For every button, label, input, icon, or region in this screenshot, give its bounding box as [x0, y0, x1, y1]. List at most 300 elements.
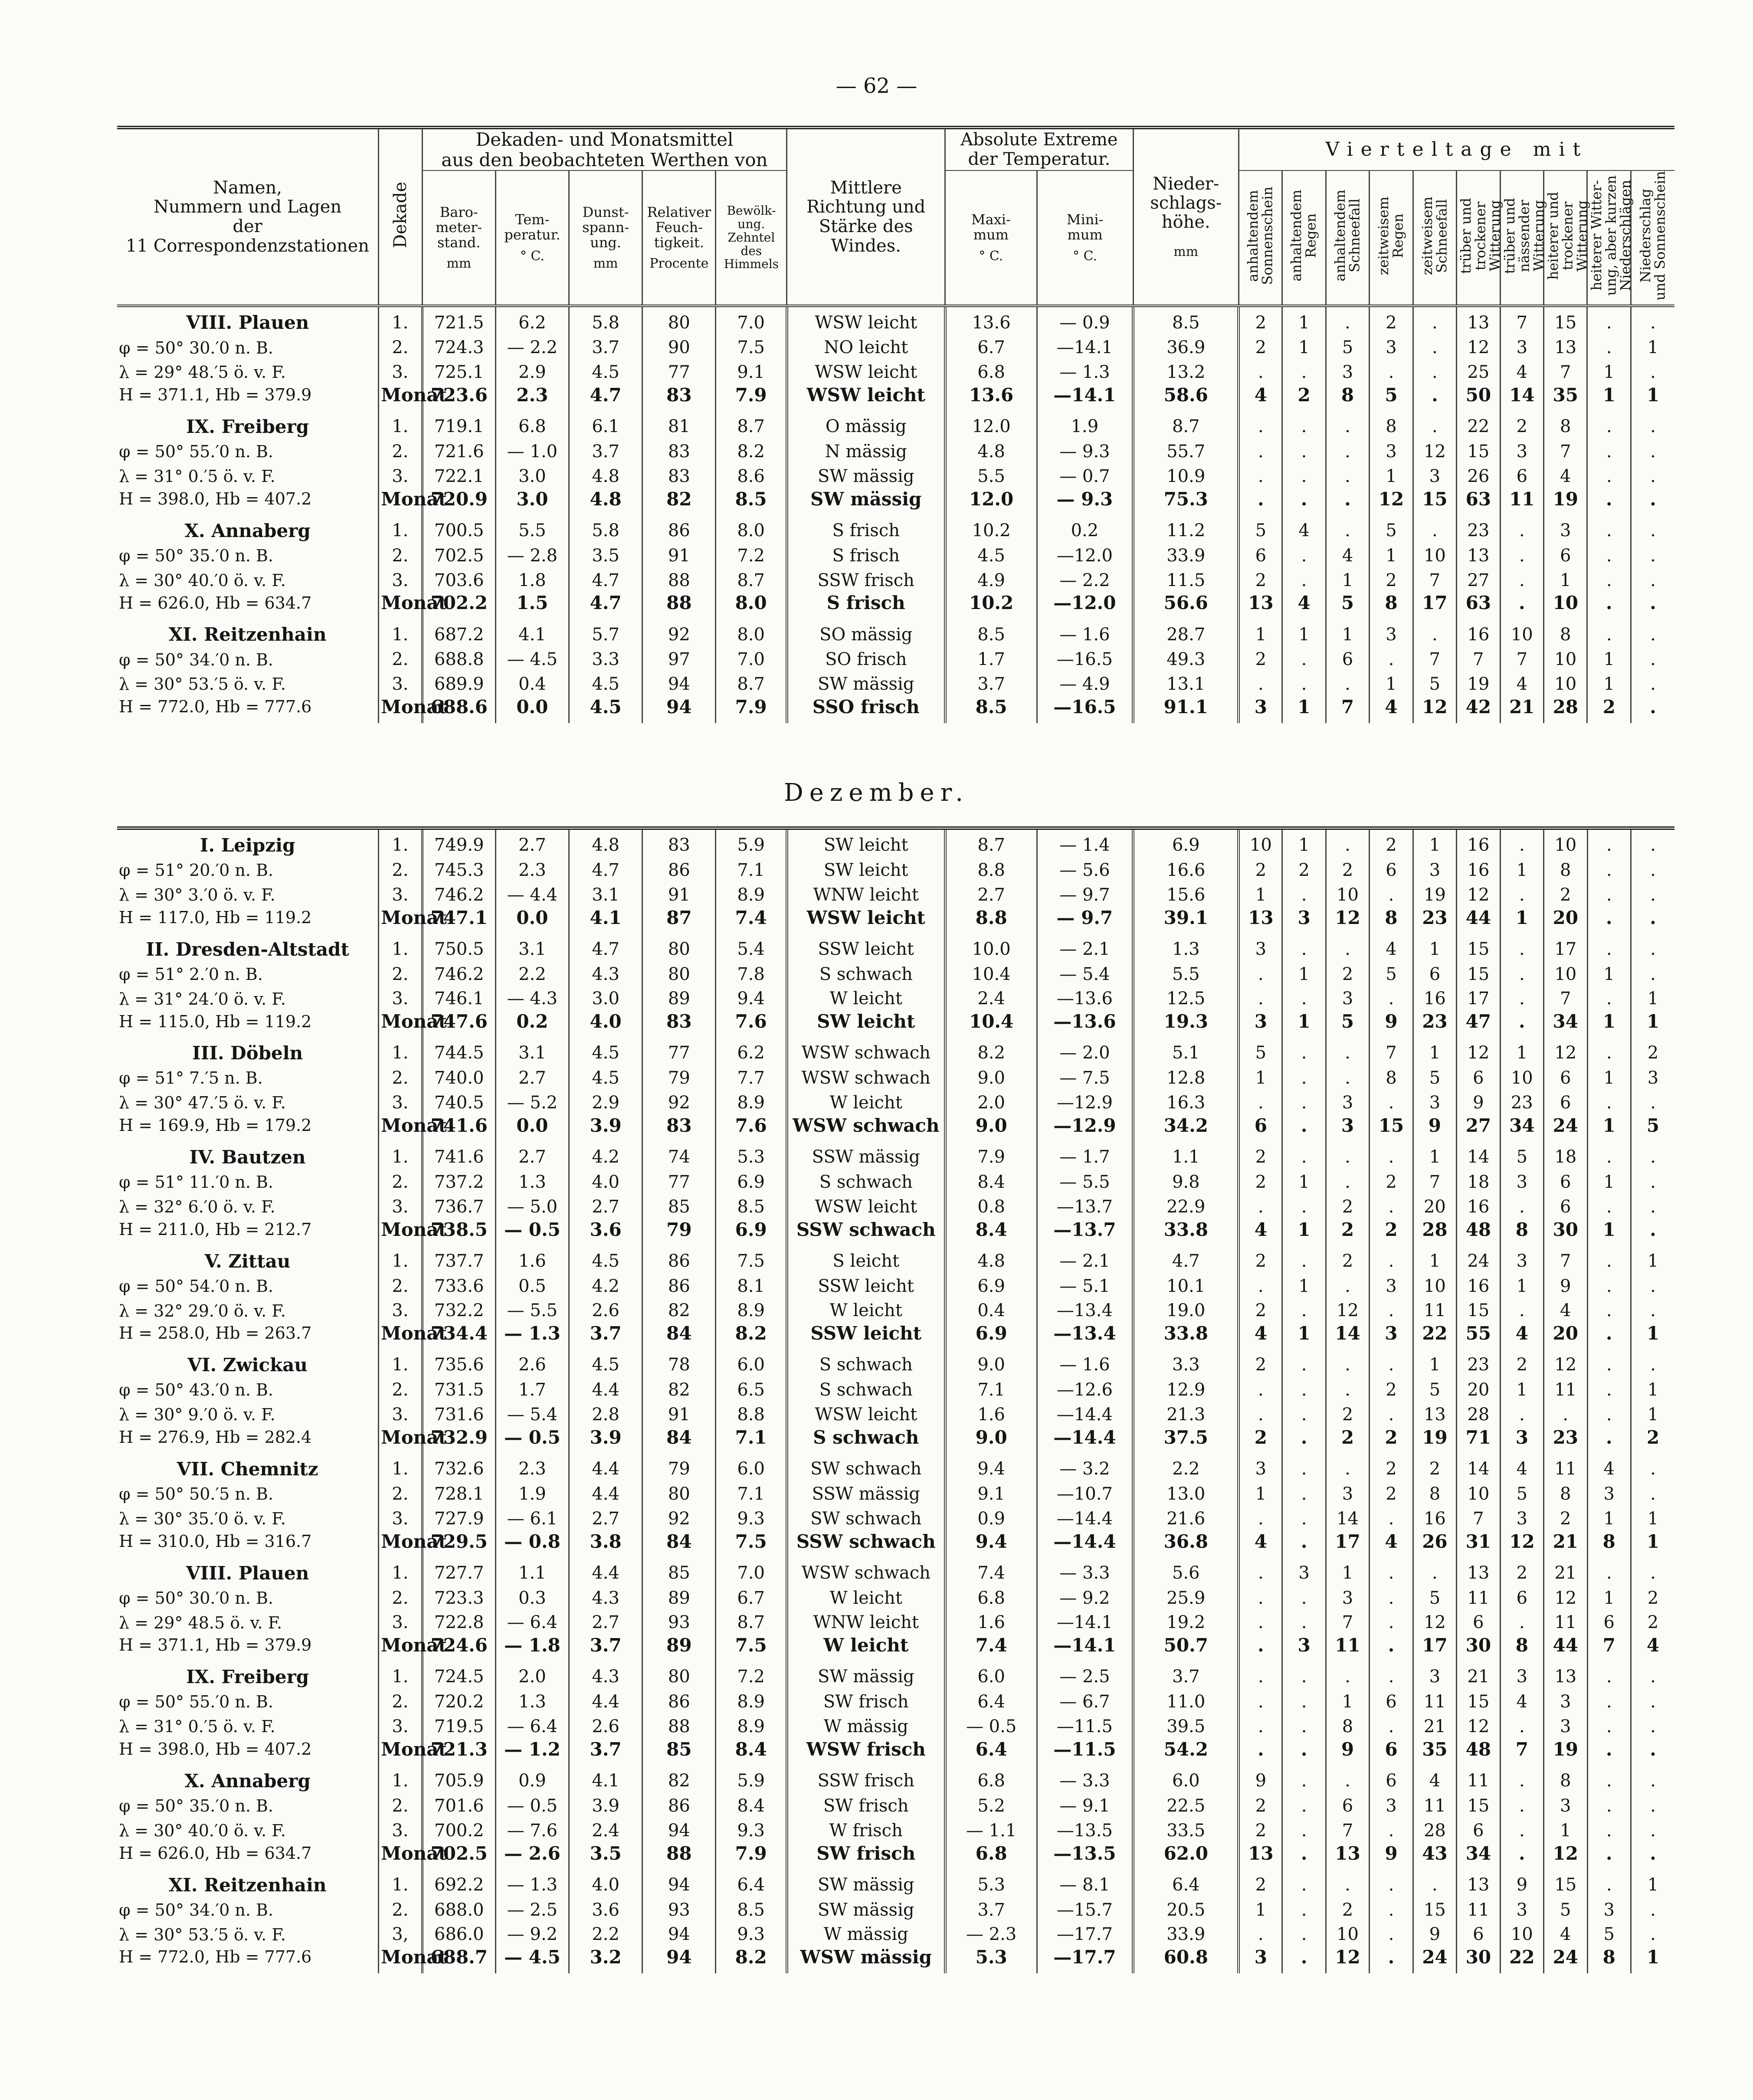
v-anh-sonnenschein-cell: .: [1239, 1661, 1282, 1687]
feuchtigkeit-cell: 80: [642, 934, 716, 960]
station-coordinate: H = 371.1, Hb = 379.9: [119, 1635, 312, 1655]
minimum-cell: —12.6: [1037, 1375, 1133, 1400]
v-heiter-trocken-cell: 8: [1544, 1479, 1587, 1504]
v-zeitw-schneefall-cell: .: [1413, 382, 1456, 411]
minimum-cell: — 2.2: [1037, 566, 1133, 590]
maximum-cell: 6.8: [945, 357, 1037, 382]
v-nieders-sonnenschein-cell: .: [1631, 411, 1674, 437]
v-heiter-trocken-cell: 3: [1544, 515, 1587, 541]
station-name: VIII. Plauen: [186, 1562, 309, 1584]
station-info-cell: [117, 1271, 379, 1296]
station-info-cell: [117, 462, 379, 486]
niederschlag-cell: 56.6: [1133, 590, 1239, 619]
bewoelkung-cell: 8.0: [716, 590, 787, 619]
v-anh-sonnenschein-cell: .: [1239, 960, 1282, 984]
header-vcol-10: [1631, 170, 1674, 306]
v-zeitw-regen-cell: 3: [1370, 333, 1413, 357]
dekade-cell: 1.: [379, 1246, 422, 1271]
wind-cell: S leicht: [787, 1246, 945, 1271]
v-trueb-trocken-cell: 34: [1457, 1841, 1500, 1870]
v-heiter-trocken-cell: 10: [1544, 828, 1587, 855]
niederschlag-cell: 19.0: [1133, 1296, 1239, 1320]
dekade-cell: 2.: [379, 437, 422, 462]
v-heiter-trocken-cell: 18: [1544, 1142, 1587, 1167]
v-nieders-sonnenschein-cell: 4: [1631, 1632, 1674, 1661]
minimum-cell: —13.6: [1037, 984, 1133, 1009]
v-trueb-trocken-cell: 16: [1457, 828, 1500, 855]
v-trueb-naessend-cell: 7: [1500, 1736, 1543, 1766]
v-zeitw-regen-cell: 8: [1370, 411, 1413, 437]
dekade-cell: 2.: [379, 1583, 422, 1608]
feuchtigkeit-cell: 93: [642, 1895, 716, 1920]
dunstspannung-cell: 5.8: [569, 306, 642, 333]
v-anh-sonnenschein-cell: 2: [1239, 855, 1282, 880]
feuchtigkeit-cell: 80: [642, 306, 716, 333]
barometer-cell: 722.1: [422, 462, 495, 486]
v-heiter-trocken-cell: 20: [1544, 905, 1587, 934]
wind-cell: SW frisch: [787, 1841, 945, 1870]
station-info-cell: [117, 1142, 379, 1167]
v-trueb-trocken-cell: 12: [1457, 1038, 1500, 1063]
barometer-cell: 719.5: [422, 1712, 495, 1736]
v-anh-schneefall-cell: .: [1326, 1063, 1369, 1088]
header-extreme-group: Absolute Extreme der Temperatur.: [945, 128, 1134, 170]
wind-cell: SSW schwach: [787, 1529, 945, 1558]
maximum-cell: 5.5: [945, 462, 1037, 486]
station-coordinate: H = 117.0, Hb = 119.2: [119, 907, 312, 927]
v-trueb-trocken-cell: 13: [1457, 306, 1500, 333]
v-anh-sonnenschein-cell: 2: [1239, 1142, 1282, 1167]
v-anh-regen-cell: 1: [1282, 694, 1326, 723]
v-anh-sonnenschein-cell: 4: [1239, 1320, 1282, 1350]
maximum-cell: 3.7: [945, 669, 1037, 694]
v-trueb-naessend-cell: 3: [1500, 333, 1543, 357]
v-nieders-sonnenschein-cell: .: [1631, 905, 1674, 934]
v-heiter-kurz-nieders-cell: 1: [1587, 1009, 1631, 1038]
station-dekade-row: [117, 1687, 1674, 1712]
v-heiter-trocken-cell: 6: [1544, 1192, 1587, 1217]
header-vcol-label: zeitweisem Schneefall: [1419, 196, 1450, 275]
station-month-row: [117, 694, 1674, 723]
v-anh-schneefall-cell: 9: [1326, 1736, 1369, 1766]
v-nieders-sonnenschein-cell: .: [1631, 1192, 1674, 1217]
v-trueb-trocken-cell: 16: [1457, 1192, 1500, 1217]
v-trueb-trocken-cell: 23: [1457, 515, 1500, 541]
temperatur-cell: 0.5: [495, 1271, 569, 1296]
v-anh-regen-cell: .: [1282, 1296, 1326, 1320]
v-trueb-naessend-cell: 12: [1500, 1529, 1543, 1558]
v-heiter-kurz-nieders-cell: .: [1587, 1320, 1631, 1350]
v-zeitw-regen-cell: 6: [1370, 855, 1413, 880]
v-anh-schneefall-cell: 10: [1326, 1920, 1369, 1944]
v-heiter-kurz-nieders-cell: 4: [1587, 1454, 1631, 1479]
v-zeitw-schneefall-cell: 12: [1413, 1608, 1456, 1632]
maximum-cell: 8.8: [945, 855, 1037, 880]
barometer-cell: 740.5: [422, 1088, 495, 1113]
v-nieders-sonnenschein-cell: 1: [1631, 382, 1674, 411]
v-trueb-naessend-cell: 1: [1500, 905, 1543, 934]
v-trueb-trocken-cell: 30: [1457, 1632, 1500, 1661]
bewoelkung-cell: 8.2: [716, 1320, 787, 1350]
barometer-cell: 724.3: [422, 333, 495, 357]
station-name: III. Döbeln: [192, 1042, 303, 1064]
niederschlag-cell: 39.5: [1133, 1712, 1239, 1736]
v-anh-schneefall-cell: 13: [1326, 1841, 1369, 1870]
station-dekade-row: [117, 1063, 1674, 1088]
dunstspannung-cell: 4.8: [569, 486, 642, 515]
feuchtigkeit-cell: 86: [642, 1271, 716, 1296]
v-zeitw-schneefall-cell: .: [1413, 619, 1456, 645]
temperatur-cell: 1.7: [495, 1375, 569, 1400]
feuchtigkeit-cell: 88: [642, 1712, 716, 1736]
niederschlag-cell: 15.6: [1133, 880, 1239, 905]
temperatur-cell: — 1.0: [495, 437, 569, 462]
niederschlag-cell: 10.9: [1133, 462, 1239, 486]
v-trueb-trocken-cell: 16: [1457, 1271, 1500, 1296]
v-heiter-kurz-nieders-cell: .: [1587, 1296, 1631, 1320]
v-anh-regen-cell: .: [1282, 1038, 1326, 1063]
maximum-cell: 6.0: [945, 1661, 1037, 1687]
v-trueb-naessend-cell: 5: [1500, 1142, 1543, 1167]
bewoelkung-cell: 6.0: [716, 1454, 787, 1479]
v-zeitw-schneefall-cell: .: [1413, 1558, 1456, 1583]
bewoelkung-cell: 5.9: [716, 1766, 787, 1791]
header-barometer-unit: mm: [446, 256, 472, 272]
dunstspannung-cell: 4.7: [569, 855, 642, 880]
dunstspannung-cell: 3.7: [569, 437, 642, 462]
feuchtigkeit-cell: 91: [642, 1400, 716, 1425]
v-zeitw-regen-cell: 9: [1370, 1841, 1413, 1870]
v-zeitw-regen-cell: 4: [1370, 694, 1413, 723]
v-trueb-naessend-cell: 3: [1500, 1504, 1543, 1529]
niederschlag-cell: 36.8: [1133, 1529, 1239, 1558]
bewoelkung-cell: 8.0: [716, 619, 787, 645]
niederschlag-cell: 33.5: [1133, 1816, 1239, 1841]
v-anh-regen-cell: .: [1282, 1063, 1326, 1088]
bewoelkung-cell: 8.5: [716, 486, 787, 515]
barometer-cell: 746.2: [422, 960, 495, 984]
temperatur-cell: — 0.5: [495, 1425, 569, 1454]
v-heiter-kurz-nieders-cell: 1: [1587, 645, 1631, 669]
dekade-cell: 3.: [379, 1088, 422, 1113]
feuchtigkeit-cell: 89: [642, 1583, 716, 1608]
dunstspannung-cell: 4.4: [569, 1454, 642, 1479]
v-trueb-trocken-cell: 6: [1457, 1063, 1500, 1088]
bewoelkung-cell: 6.0: [716, 1350, 787, 1375]
dekade-cell: 2.: [379, 541, 422, 566]
v-trueb-trocken-cell: 13: [1457, 541, 1500, 566]
v-zeitw-regen-cell: 2: [1370, 306, 1413, 333]
bewoelkung-cell: 8.1: [716, 1271, 787, 1296]
v-nieders-sonnenschein-cell: .: [1631, 619, 1674, 645]
feuchtigkeit-cell: 89: [642, 1632, 716, 1661]
dunstspannung-cell: 4.5: [569, 1350, 642, 1375]
v-anh-regen-cell: 1: [1282, 1217, 1326, 1246]
station-coordinate: λ = 31° 0.′5 ö. v. F.: [119, 467, 275, 486]
station-info-cell: [117, 669, 379, 694]
maximum-cell: 8.4: [945, 1217, 1037, 1246]
barometer-cell: 728.1: [422, 1479, 495, 1504]
v-zeitw-regen-cell: 2: [1370, 828, 1413, 855]
barometer-cell: 702.5: [422, 1841, 495, 1870]
v-trueb-naessend-cell: 14: [1500, 382, 1543, 411]
header-dunstspannung-unit: mm: [593, 256, 618, 272]
maximum-cell: 8.7: [945, 828, 1037, 855]
station-coordinate: H = 772.0, Hb = 777.6: [119, 697, 312, 717]
station-name: V. Zittau: [204, 1250, 291, 1272]
v-anh-regen-cell: .: [1282, 1246, 1326, 1271]
v-anh-schneefall-cell: 3: [1326, 357, 1369, 382]
v-heiter-trocken-cell: 28: [1544, 694, 1587, 723]
temperatur-cell: — 1.3: [495, 1870, 569, 1895]
temperatur-cell: 0.0: [495, 905, 569, 934]
v-anh-regen-cell: 1: [1282, 828, 1326, 855]
temperatur-cell: 1.1: [495, 1558, 569, 1583]
v-anh-regen-cell: .: [1282, 486, 1326, 515]
niederschlag-cell: 1.3: [1133, 934, 1239, 960]
station-coordinate: λ = 30° 53.′5 ö. v. F.: [119, 1925, 286, 1944]
dekade-cell: 1.: [379, 1558, 422, 1583]
dunstspannung-cell: 3.7: [569, 1632, 642, 1661]
v-anh-schneefall-cell: .: [1326, 306, 1369, 333]
maximum-cell: 10.2: [945, 515, 1037, 541]
minimum-cell: — 5.1: [1037, 1271, 1133, 1296]
v-anh-regen-cell: .: [1282, 645, 1326, 669]
v-zeitw-regen-cell: 3: [1370, 619, 1413, 645]
bewoelkung-cell: 8.8: [716, 1400, 787, 1425]
dekade-cell: 3.: [379, 357, 422, 382]
v-trueb-naessend-cell: 11: [1500, 486, 1543, 515]
bewoelkung-cell: 7.7: [716, 1063, 787, 1088]
wind-cell: W leicht: [787, 1088, 945, 1113]
v-trueb-naessend-cell: 34: [1500, 1113, 1543, 1142]
v-trueb-trocken-cell: 15: [1457, 934, 1500, 960]
barometer-cell: 688.0: [422, 1895, 495, 1920]
niederschlag-cell: 5.5: [1133, 960, 1239, 984]
station-dekade-row: [117, 934, 1674, 960]
v-trueb-trocken-cell: 6: [1457, 1920, 1500, 1944]
barometer-cell: 744.5: [422, 1038, 495, 1063]
v-anh-schneefall-cell: 11: [1326, 1632, 1369, 1661]
station-info-cell: [117, 486, 379, 515]
niederschlag-cell: 12.8: [1133, 1063, 1239, 1088]
minimum-cell: —13.6: [1037, 1009, 1133, 1038]
v-trueb-trocken-cell: 11: [1457, 1895, 1500, 1920]
v-trueb-naessend-cell: 4: [1500, 1454, 1543, 1479]
station-name: XI. Reitzenhain: [168, 1874, 327, 1896]
v-anh-regen-cell: .: [1282, 1454, 1326, 1479]
maximum-cell: 4.5: [945, 541, 1037, 566]
minimum-cell: — 9.2: [1037, 1583, 1133, 1608]
v-trueb-naessend-cell: 1: [1500, 855, 1543, 880]
wind-cell: SW leicht: [787, 1009, 945, 1038]
v-trueb-trocken-cell: 17: [1457, 984, 1500, 1009]
dunstspannung-cell: 3.8: [569, 1529, 642, 1558]
barometer-cell: 735.6: [422, 1350, 495, 1375]
v-nieders-sonnenschein-cell: .: [1631, 1142, 1674, 1167]
v-heiter-trocken-cell: 19: [1544, 1736, 1587, 1766]
v-heiter-trocken-cell: 11: [1544, 1375, 1587, 1400]
v-zeitw-regen-cell: 2: [1370, 1479, 1413, 1504]
minimum-cell: —12.0: [1037, 541, 1133, 566]
wind-cell: SO frisch: [787, 645, 945, 669]
v-trueb-naessend-cell: 3: [1500, 1167, 1543, 1192]
wind-cell: WSW frisch: [787, 1736, 945, 1766]
minimum-cell: — 1.7: [1037, 1142, 1133, 1167]
v-anh-regen-cell: .: [1282, 1350, 1326, 1375]
dunstspannung-cell: 3.6: [569, 1895, 642, 1920]
maximum-cell: 6.8: [945, 1766, 1037, 1791]
v-heiter-kurz-nieders-cell: .: [1587, 828, 1631, 855]
dekade-cell: 1.: [379, 828, 422, 855]
v-heiter-trocken-cell: 15: [1544, 1870, 1587, 1895]
v-heiter-kurz-nieders-cell: .: [1587, 515, 1631, 541]
v-zeitw-schneefall-cell: 21: [1413, 1712, 1456, 1736]
v-nieders-sonnenschein-cell: .: [1631, 855, 1674, 880]
v-anh-schneefall-cell: 2: [1326, 1192, 1369, 1217]
v-nieders-sonnenschein-cell: 1: [1631, 333, 1674, 357]
v-trueb-trocken-cell: 11: [1457, 1583, 1500, 1608]
v-heiter-kurz-nieders-cell: .: [1587, 619, 1631, 645]
v-trueb-trocken-cell: 13: [1457, 1558, 1500, 1583]
feuchtigkeit-cell: 83: [642, 462, 716, 486]
dekade-cell: 1.: [379, 934, 422, 960]
dunstspannung-cell: 4.8: [569, 828, 642, 855]
station-info-cell: [117, 1608, 379, 1632]
station-coordinate: φ = 50° 50.′5 n. B.: [119, 1484, 273, 1504]
v-anh-sonnenschein-cell: 13: [1239, 905, 1282, 934]
station-info-cell: [117, 333, 379, 357]
station-info-cell: [117, 1350, 379, 1375]
v-anh-schneefall-cell: 3: [1326, 1479, 1369, 1504]
feuchtigkeit-cell: 94: [642, 669, 716, 694]
maximum-cell: 9.4: [945, 1529, 1037, 1558]
bewoelkung-cell: 8.0: [716, 515, 787, 541]
temperatur-cell: 2.3: [495, 382, 569, 411]
temperatur-cell: — 0.8: [495, 1529, 569, 1558]
bewoelkung-cell: 7.5: [716, 333, 787, 357]
v-zeitw-regen-cell: 3: [1370, 437, 1413, 462]
maximum-cell: 10.2: [945, 590, 1037, 619]
v-zeitw-schneefall-cell: 11: [1413, 1687, 1456, 1712]
dunstspannung-cell: 3.2: [569, 1944, 642, 1973]
v-anh-regen-cell: .: [1282, 1816, 1326, 1841]
v-nieders-sonnenschein-cell: .: [1631, 828, 1674, 855]
v-trueb-trocken-cell: 18: [1457, 1167, 1500, 1192]
v-anh-regen-cell: .: [1282, 1504, 1326, 1529]
feuchtigkeit-cell: 85: [642, 1192, 716, 1217]
v-trueb-naessend-cell: 4: [1500, 357, 1543, 382]
v-trueb-trocken-cell: 31: [1457, 1529, 1500, 1558]
v-nieders-sonnenschein-cell: 1: [1631, 1400, 1674, 1425]
v-trueb-naessend-cell: .: [1500, 1192, 1543, 1217]
station-coordinate: φ = 50° 55.′0 n. B.: [119, 442, 273, 462]
v-anh-sonnenschein-cell: .: [1239, 1558, 1282, 1583]
v-nieders-sonnenschein-cell: .: [1631, 566, 1674, 590]
maximum-cell: 8.5: [945, 619, 1037, 645]
v-heiter-trocken-cell: 13: [1544, 333, 1587, 357]
v-heiter-trocken-cell: 12: [1544, 1038, 1587, 1063]
header-vcol-label: heiterer Witter- ung, aber kurzen Niederschlägen: [1588, 175, 1634, 296]
station-dekade-row: [117, 1816, 1674, 1841]
v-heiter-trocken-cell: 12: [1544, 1841, 1587, 1870]
niederschlag-cell: 36.9: [1133, 333, 1239, 357]
v-trueb-trocken-cell: 12: [1457, 1712, 1500, 1736]
v-heiter-kurz-nieders-cell: 7: [1587, 1632, 1631, 1661]
temperatur-cell: 0.4: [495, 669, 569, 694]
v-trueb-naessend-cell: 4: [1500, 1320, 1543, 1350]
v-trueb-trocken-cell: 14: [1457, 1454, 1500, 1479]
minimum-cell: —10.7: [1037, 1479, 1133, 1504]
feuchtigkeit-cell: 81: [642, 411, 716, 437]
v-anh-sonnenschein-cell: 10: [1239, 828, 1282, 855]
feuchtigkeit-cell: 92: [642, 619, 716, 645]
bewoelkung-cell: 7.6: [716, 1009, 787, 1038]
dekade-cell: 3.: [379, 1192, 422, 1217]
wind-cell: SW mässig: [787, 1870, 945, 1895]
station-month-row: [117, 1736, 1674, 1766]
station-dekade-row: [117, 1766, 1674, 1791]
dekade-cell: 3.: [379, 880, 422, 905]
header-temperatur-unit: ° C.: [520, 248, 544, 264]
v-anh-regen-cell: 4: [1282, 590, 1326, 619]
v-heiter-kurz-nieders-cell: .: [1587, 1712, 1631, 1736]
station-dekade-row: [117, 1296, 1674, 1320]
v-heiter-kurz-nieders-cell: .: [1587, 462, 1631, 486]
v-heiter-kurz-nieders-cell: .: [1587, 1246, 1631, 1271]
header-maximum: [945, 170, 1037, 306]
v-anh-sonnenschein-cell: .: [1239, 669, 1282, 694]
station-coordinate: H = 169.9, Hb = 179.2: [119, 1116, 312, 1135]
bewoelkung-cell: 7.6: [716, 1113, 787, 1142]
station-info-cell: [117, 880, 379, 905]
v-zeitw-regen-cell: 2: [1370, 1217, 1413, 1246]
station-coordinate: H = 626.0, Hb = 634.7: [119, 1843, 312, 1863]
dekade-cell: Monat: [379, 382, 422, 411]
wind-cell: O mässig: [787, 411, 945, 437]
niederschlag-cell: 22.5: [1133, 1791, 1239, 1816]
v-heiter-kurz-nieders-cell: .: [1587, 880, 1631, 905]
v-zeitw-regen-cell: 5: [1370, 960, 1413, 984]
v-anh-schneefall-cell: .: [1326, 1870, 1369, 1895]
temperatur-cell: 1.3: [495, 1167, 569, 1192]
v-zeitw-regen-cell: .: [1370, 1296, 1413, 1320]
v-anh-sonnenschein-cell: 3: [1239, 694, 1282, 723]
v-zeitw-schneefall-cell: 10: [1413, 541, 1456, 566]
v-anh-sonnenschein-cell: .: [1239, 1504, 1282, 1529]
minimum-cell: —14.1: [1037, 1608, 1133, 1632]
header-feuchtigkeit-label: Relativer Feuch- tigkeit.: [647, 203, 711, 251]
temperatur-cell: — 7.6: [495, 1816, 569, 1841]
v-anh-regen-cell: .: [1282, 1529, 1326, 1558]
v-anh-regen-cell: .: [1282, 1192, 1326, 1217]
v-anh-sonnenschein-cell: 2: [1239, 333, 1282, 357]
v-heiter-kurz-nieders-cell: .: [1587, 1425, 1631, 1454]
v-zeitw-regen-cell: .: [1370, 645, 1413, 669]
station-info-cell: [117, 1529, 379, 1558]
station-month-row: [117, 1217, 1674, 1246]
v-zeitw-schneefall-cell: 19: [1413, 1425, 1456, 1454]
v-anh-sonnenschein-cell: .: [1239, 411, 1282, 437]
maximum-cell: 10.4: [945, 960, 1037, 984]
station-dekade-row: [117, 1400, 1674, 1425]
station-info-cell: [117, 1687, 379, 1712]
wind-cell: SSW frisch: [787, 566, 945, 590]
v-heiter-kurz-nieders-cell: .: [1587, 1766, 1631, 1791]
v-anh-schneefall-cell: 3: [1326, 1088, 1369, 1113]
station-coordinate: φ = 51° 2.′0 n. B.: [119, 964, 263, 984]
v-anh-sonnenschein-cell: .: [1239, 1712, 1282, 1736]
